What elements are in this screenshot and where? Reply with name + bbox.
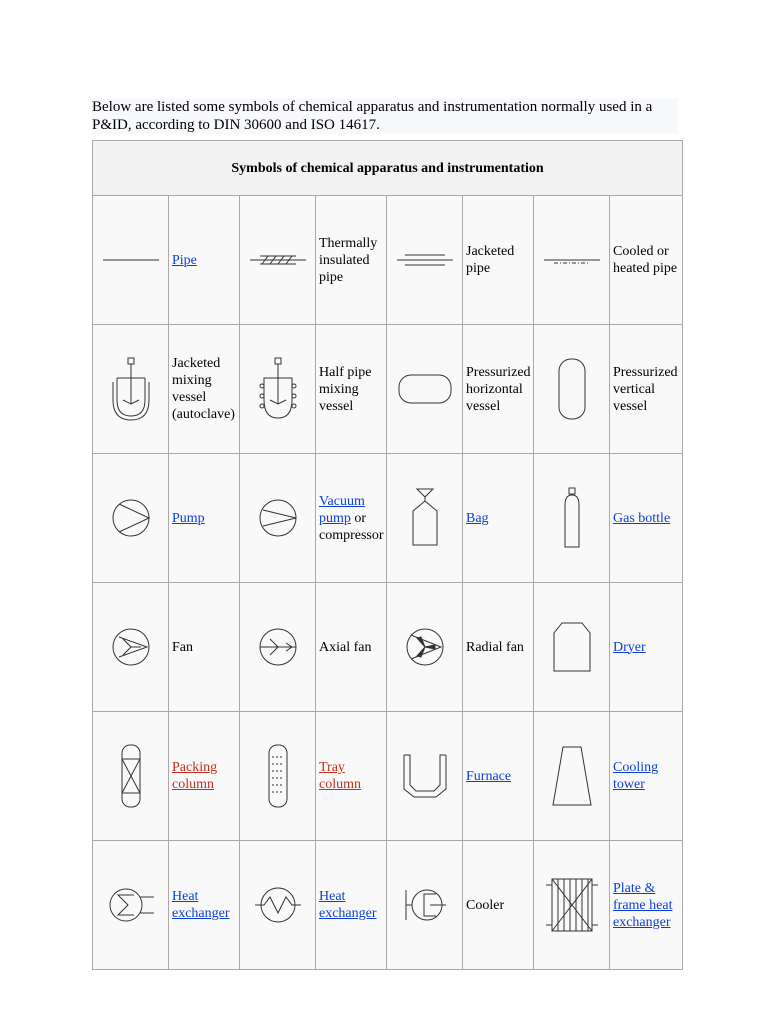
icon-cell <box>240 196 316 325</box>
furnace-icon <box>400 751 450 801</box>
heat-exchanger-coil-icon <box>253 883 303 927</box>
label-cell <box>316 583 387 712</box>
icon-cell <box>240 454 316 583</box>
table-row <box>93 583 683 712</box>
jacketed-mixing-vessel-icon <box>109 356 153 422</box>
icon-cell <box>387 196 463 325</box>
icon-cell <box>387 454 463 583</box>
packing-column-icon <box>116 743 146 809</box>
label-cell <box>316 325 387 454</box>
table-row <box>93 712 683 841</box>
icon-cell <box>534 841 610 970</box>
label-cell <box>463 712 534 841</box>
heat-exchanger-icon <box>106 883 156 927</box>
table-row <box>93 454 683 583</box>
vertical-vessel-icon <box>554 356 590 422</box>
icon-cell <box>93 196 169 325</box>
label-link[interactable]: Heat exchanger <box>319 889 377 921</box>
label-cell <box>463 583 534 712</box>
label-cell <box>610 583 683 712</box>
label-cell <box>610 325 683 454</box>
label-cell <box>169 583 240 712</box>
icon-cell <box>534 454 610 583</box>
label-text: Pressurized vertical vessel <box>613 364 678 414</box>
icon-cell <box>387 325 463 454</box>
icon-cell <box>387 583 463 712</box>
label-cell <box>463 454 534 583</box>
label-cell <box>463 196 534 325</box>
label-link[interactable]: Furnace <box>466 768 512 784</box>
label-link[interactable]: Cooling tower <box>613 760 659 792</box>
intro-paragraph: Below are listed some symbols of chemical apparatus and instrumentation normally used in a P&ID, according to DIN 30600 and ISO 14617. <box>92 98 678 134</box>
icon-cell <box>93 712 169 841</box>
label-link[interactable]: Dryer <box>613 639 646 655</box>
half-pipe-mixing-vessel-icon <box>256 356 300 422</box>
icon-cell <box>387 841 463 970</box>
dryer-icon <box>550 619 594 675</box>
label-cell <box>169 454 240 583</box>
label-cell <box>610 454 683 583</box>
label-cell <box>610 712 683 841</box>
bag-icon <box>407 485 443 551</box>
axial-fan-icon <box>256 625 300 669</box>
icon-cell <box>93 325 169 454</box>
icon-cell <box>534 583 610 712</box>
icon-cell <box>240 583 316 712</box>
label-text: Cooled or heated pipe <box>613 244 678 276</box>
cooling-tower-icon <box>549 743 595 809</box>
icon-cell <box>93 841 169 970</box>
label-text: Fan <box>172 639 193 655</box>
label-link[interactable]: Tray column <box>319 760 361 792</box>
label-link[interactable]: Packing column <box>172 760 218 792</box>
label-cell <box>169 841 240 970</box>
pipe-icon <box>101 250 161 270</box>
label-cell <box>316 712 387 841</box>
label-cell <box>316 196 387 325</box>
label-cell <box>463 325 534 454</box>
cooled-heated-pipe-icon <box>542 250 602 270</box>
icon-cell <box>240 325 316 454</box>
tray-column-icon <box>263 743 293 809</box>
label-cell <box>169 196 240 325</box>
icon-cell <box>387 712 463 841</box>
pump-icon <box>109 496 153 540</box>
table-row <box>93 841 683 970</box>
icon-cell <box>534 712 610 841</box>
jacketed-pipe-icon <box>395 250 455 270</box>
label-link[interactable]: Pipe <box>172 252 197 268</box>
label-text: Jacketed mixing vessel (autoclave) <box>172 356 235 422</box>
label-cell <box>463 841 534 970</box>
icon-cell <box>93 454 169 583</box>
label-text: Thermally insulated pipe <box>319 235 378 285</box>
label-text: Radial fan <box>466 639 524 655</box>
icon-cell <box>240 841 316 970</box>
horizontal-vessel-icon <box>395 371 455 407</box>
label-text: Cooler <box>466 897 505 913</box>
icon-cell <box>534 196 610 325</box>
gas-bottle-icon <box>557 485 587 551</box>
table-row <box>93 325 683 454</box>
table-row <box>93 196 683 325</box>
table-caption: Symbols of chemical apparatus and instrumentation <box>93 141 683 196</box>
icon-cell <box>534 325 610 454</box>
label-link[interactable]: Plate & frame heat exchanger <box>613 880 673 930</box>
label-link[interactable]: Vacuum pump <box>319 493 365 526</box>
plate-frame-heat-exchanger-icon <box>544 875 600 935</box>
label-cell <box>169 712 240 841</box>
label-cell <box>169 325 240 454</box>
label-text: Half pipe mixing vessel <box>319 364 372 414</box>
radial-fan-icon <box>403 625 447 669</box>
label-text: Pressurized horizontal vessel <box>466 364 531 414</box>
icon-cell <box>93 583 169 712</box>
label-link[interactable]: Gas bottle <box>613 510 671 526</box>
label-link[interactable]: Heat exchanger <box>172 889 230 921</box>
label-link[interactable]: Bag <box>466 510 489 526</box>
cooler-icon <box>400 880 450 930</box>
label-text: Jacketed pipe <box>466 244 515 276</box>
label-text: Axial fan <box>319 639 372 655</box>
label-cell <box>316 841 387 970</box>
label-cell <box>610 841 683 970</box>
label-cell <box>610 196 683 325</box>
label-cell <box>316 454 387 583</box>
thermally-insulated-pipe-icon <box>248 250 308 270</box>
symbols-table <box>92 140 683 970</box>
label-text: or compressor <box>319 510 384 543</box>
fan-icon <box>109 625 153 669</box>
label-link[interactable]: Pump <box>172 510 205 526</box>
vacuum-pump-icon <box>256 496 300 540</box>
icon-cell <box>240 712 316 841</box>
